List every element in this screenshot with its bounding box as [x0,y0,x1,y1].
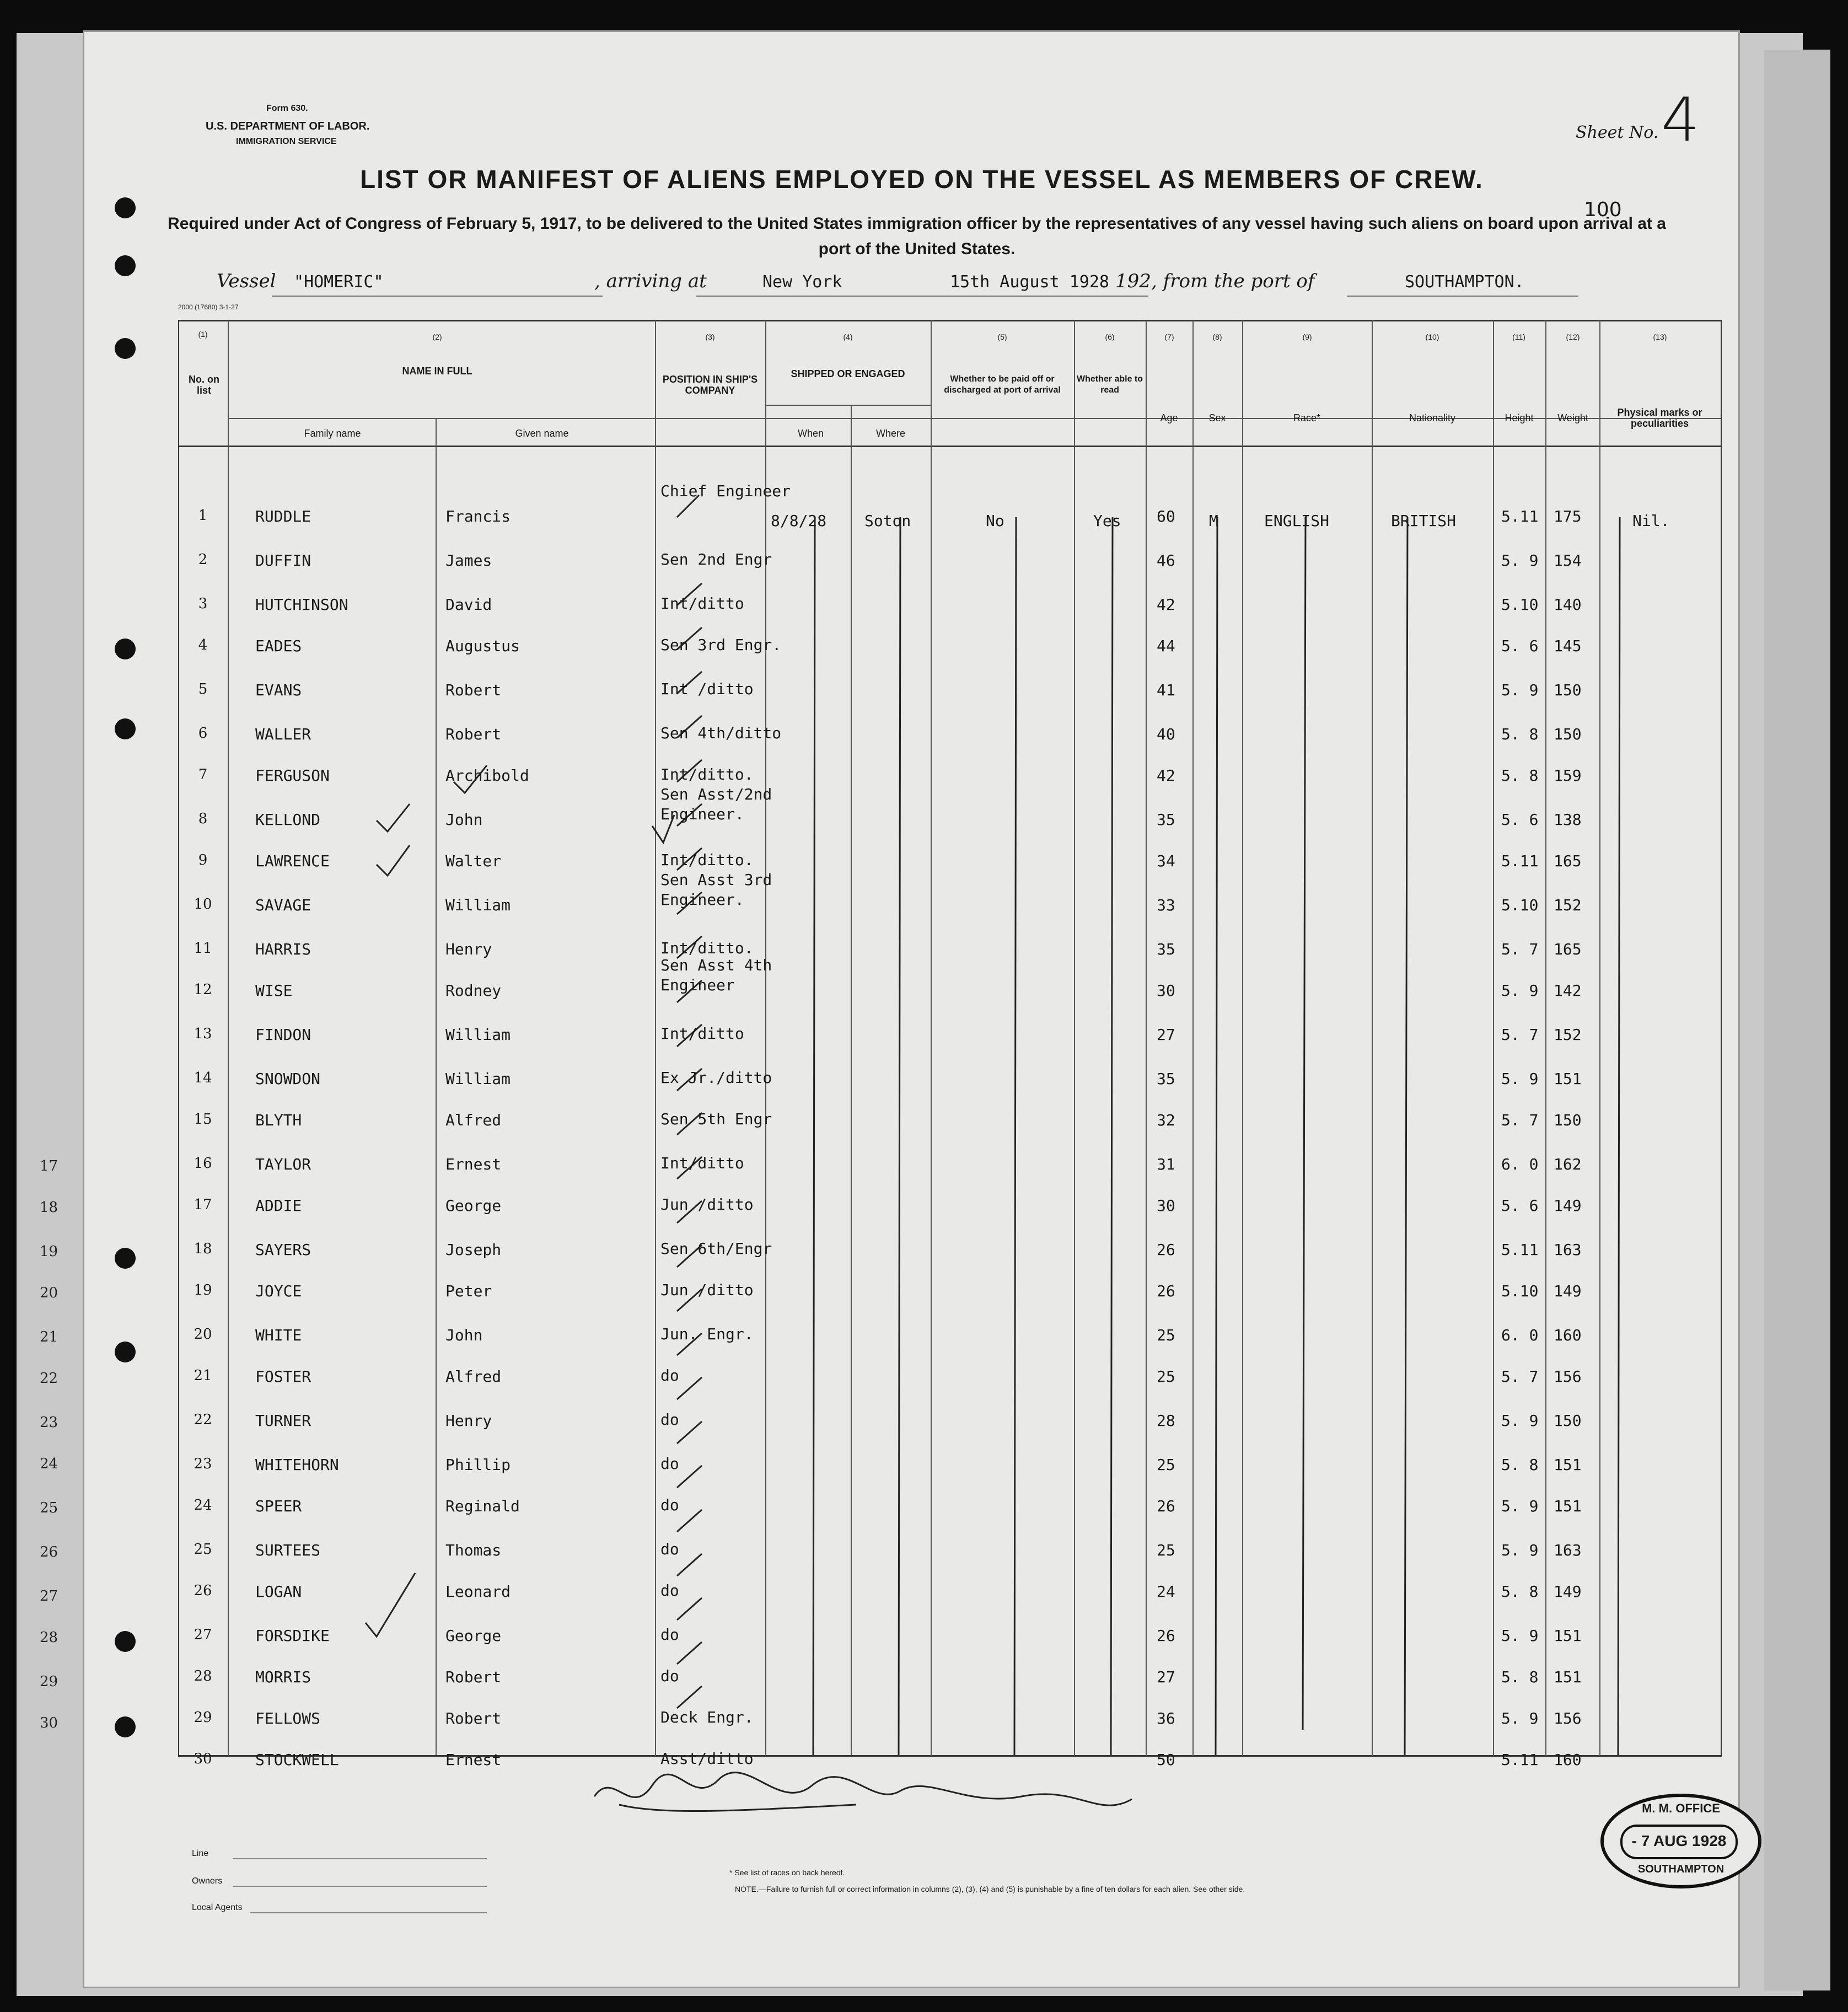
age: 46 [1157,551,1175,570]
weight: 160 [1554,1751,1582,1769]
family-name: SAYERS [255,1241,311,1259]
family-name: BLYTH [255,1111,302,1129]
family-name: WHITE [255,1326,302,1344]
given-name: Robert [445,725,502,743]
department: U.S. DEPARTMENT OF LABOR. [206,120,370,132]
age: 41 [1157,681,1175,699]
height: 5. 8 [1501,1456,1539,1474]
row-number: 8 [198,811,208,827]
sheet-label: Sheet No. [1576,123,1659,142]
age: 36 [1157,1709,1175,1727]
header-sex: Sex [1208,412,1226,423]
weight: 142 [1554,981,1582,1000]
row-number: 2 [198,551,208,568]
header-given-name: Given name [515,428,569,439]
col-num-9: (9) [1302,332,1312,341]
height: 5. 9 [1501,1070,1539,1088]
given-name: Peter [445,1282,492,1300]
height: 5. 8 [1501,1668,1539,1686]
weight: 165 [1554,852,1582,870]
position: Sen 4th/ditto [660,724,782,742]
departure-port: SOUTHAMPTON. [1405,272,1524,292]
page-subtitle: Required under Act of Congress of February 5, 1917, to be delivered to the United States immigration officer by the representatives of any vessel having such aliens on board upon arrival at a port of the United States. [168,214,1666,258]
position: Sen 6th/Engr [660,1240,772,1258]
position: Sen 3rd Engr. [660,636,782,654]
age: 33 [1157,896,1175,914]
given-name: Henry [445,1412,492,1430]
age: 32 [1157,1111,1175,1129]
position: do [660,1581,679,1600]
col-num-5: (5) [997,332,1007,341]
row-number: 24 [194,1497,212,1514]
weight: 140 [1554,595,1582,614]
height: 5.11 [1501,1241,1539,1259]
given-name: Phillip [445,1456,511,1474]
position: Jun /ditto [660,1281,754,1299]
family-name: MORRIS [255,1668,311,1686]
age: 26 [1157,1497,1175,1515]
weight: 150 [1554,681,1582,699]
age: 35 [1157,811,1175,829]
given-name: Ernest [445,1751,502,1769]
header-shipped: SHIPPED OR ENGAGED [791,368,905,379]
height: 5. 9 [1501,551,1539,570]
margin-number: 26 [40,1544,58,1560]
row-number: 3 [198,595,208,612]
age: 26 [1157,1282,1175,1300]
weight: 149 [1554,1582,1582,1601]
height: 5. 9 [1501,1709,1539,1727]
col-num-2: (2) [432,332,442,341]
position: Sen 5th Engr [660,1110,772,1128]
margin-number: 19 [40,1243,58,1260]
family-name: TAYLOR [255,1155,311,1173]
given-name: Francis [445,507,511,525]
year-label: 192 [1115,270,1151,292]
penalty-note: NOTE.—Failure to furnish full or correct information in columns (2), (3), (4) and (5) is punishable by a fine of ten dollars for each alien. See other side. [735,1885,1245,1893]
margin-number: 23 [40,1414,58,1431]
col-num-10: (10) [1425,332,1439,341]
given-name: Rodney [445,981,502,1000]
given-name: William [445,896,511,914]
family-name: SNOWDON [255,1070,321,1088]
service: IMMIGRATION SERVICE [236,137,337,146]
form-number: Form 630. [266,104,308,113]
col-num-4: (4) [843,332,853,341]
family-name: SAVAGE [255,896,311,914]
vessel-name: "HOMERIC" [294,272,384,292]
height: 5. 6 [1501,637,1539,655]
height: 5. 7 [1501,1026,1539,1044]
age: 35 [1157,940,1175,958]
weight: 151 [1554,1627,1582,1645]
given-name: Alfred [445,1367,502,1386]
given-name: Thomas [445,1541,502,1559]
position: Deck Engr. [660,1708,754,1726]
age: 42 [1157,766,1175,785]
position: Jun. Engr. [660,1325,754,1343]
given-name: Robert [445,1668,502,1686]
age: 30 [1157,981,1175,1000]
header-able-read: Whether able to read [1077,374,1143,395]
margin-number: 27 [40,1588,58,1605]
age: 27 [1157,1026,1175,1044]
header-when: When [797,428,824,439]
age: 60 [1157,507,1175,525]
given-name: George [445,1197,502,1215]
family-name: FELLOWS [255,1709,321,1727]
given-name: James [445,551,492,570]
position: do [660,1496,679,1514]
age: 35 [1157,1070,1175,1088]
position: do [660,1540,679,1558]
given-name: John [445,1326,483,1344]
family-name: FORSDIKE [255,1627,330,1645]
header-weight: Weight [1557,412,1588,423]
header-marks: Physical marks or peculiarities [1617,407,1702,429]
age: 26 [1157,1627,1175,1645]
height: 5. 9 [1501,1497,1539,1515]
row-number: 1 [198,507,208,524]
family-name: SPEER [255,1497,302,1515]
header-where: Where [875,428,905,439]
row-number: 14 [194,1070,212,1086]
header-no-on-list: No. on list [189,374,219,396]
family-name: EADES [255,637,302,655]
line-label: Line [192,1849,209,1858]
age: 25 [1157,1456,1175,1474]
margin-number: 30 [40,1715,58,1731]
weight: 151 [1554,1668,1582,1686]
vessel-label: Vessel [217,270,276,292]
header-family-name: Family name [304,428,361,439]
row-number: 7 [198,766,208,783]
family-name: HARRIS [255,940,311,958]
height: 5. 7 [1501,1111,1539,1129]
header-name-in-full: NAME IN FULL [402,366,472,377]
margin-number: 21 [40,1329,58,1345]
age: 25 [1157,1326,1175,1344]
family-name: KELLOND [255,811,321,829]
arriving-label: , arriving at [594,270,707,292]
weight: 149 [1554,1197,1582,1215]
row1-when: 8/8/28 [771,512,827,530]
age: 28 [1157,1412,1175,1430]
header-age: Age [1160,412,1178,423]
row-number: 28 [194,1668,212,1684]
height: 6. 0 [1501,1155,1539,1173]
row-number: 18 [194,1241,212,1257]
age: 34 [1157,852,1175,870]
col-num-13: (13) [1653,332,1667,341]
height: 5. 9 [1501,981,1539,1000]
row-number: 22 [194,1412,212,1428]
weight: 150 [1554,1412,1582,1430]
stamp-office: M. M. OFFICE [1642,1801,1720,1815]
position: do [660,1366,679,1385]
row-number: 21 [194,1367,212,1384]
height: 5.10 [1501,1282,1539,1300]
stamp-location: SOUTHAMPTON [1637,1863,1725,1875]
weight: 138 [1554,811,1582,829]
row1-paid-off: No [986,512,1004,530]
given-name: Joseph [445,1241,502,1259]
family-name: EVANS [255,681,302,699]
family-name: WHITEHORN [255,1456,339,1474]
family-name: HUTCHINSON [255,595,348,614]
position: Int/ditto [660,1154,744,1172]
position: Sen Asst 4th Engineer [660,956,772,994]
weight: 150 [1554,1111,1582,1129]
given-name: William [445,1026,511,1044]
given-name: Archibold [445,766,529,785]
row1-where: Soton [864,512,911,530]
height: 5. 7 [1501,940,1539,958]
height: 5. 9 [1501,1412,1539,1430]
row1-race: ENGLISH [1264,512,1330,530]
weight: 160 [1554,1326,1582,1344]
age: 44 [1157,637,1175,655]
height: 5.10 [1501,896,1539,914]
height: 5.11 [1501,1751,1539,1769]
ditto-marks [84,32,1738,1987]
arrival-date: 15th August 1928 [950,272,1109,292]
family-name: RUDDLE [255,507,311,525]
given-name: Robert [445,681,502,699]
age: 42 [1157,595,1175,614]
family-name: TURNER [255,1412,311,1430]
age: 40 [1157,725,1175,743]
weight: 149 [1554,1282,1582,1300]
family-name: FINDON [255,1026,311,1044]
given-name: Alfred [445,1111,502,1129]
header-height: Height [1505,412,1534,423]
position: Sen Asst/2nd Engineer. [660,785,772,823]
row-number: 26 [194,1582,212,1599]
position: Jun /ditto [660,1195,754,1214]
row1-marks: Nil. [1632,512,1670,530]
col-num-1: (1) [198,330,208,339]
family-name: SURTEES [255,1541,321,1559]
given-name: George [445,1627,502,1645]
weight: 151 [1554,1497,1582,1515]
col-num-7: (7) [1164,332,1174,341]
height: 5. 7 [1501,1367,1539,1386]
age: 50 [1157,1751,1175,1769]
family-name: WISE [255,981,293,1000]
age: 25 [1157,1367,1175,1386]
header-race: Race* [1293,412,1321,423]
col-num-8: (8) [1212,332,1222,341]
row-number: 17 [194,1197,212,1213]
row-number: 5 [198,681,208,698]
row1-able-read: Yes [1093,512,1121,530]
height: 5. 8 [1501,766,1539,785]
position: Int /ditto [660,680,754,698]
position: do [660,1625,679,1644]
from-port-label: , from the port of [1151,270,1315,292]
margin-number: 22 [40,1370,58,1387]
owners-label: Owners [192,1876,223,1886]
position: Int/ditto. [660,765,754,784]
margin-number: 28 [40,1629,58,1646]
row-number: 25 [194,1541,212,1558]
page-count: 100 [1584,198,1622,221]
row-number: 29 [194,1709,212,1726]
position: do [660,1667,679,1685]
weight: 162 [1554,1155,1582,1173]
weight: 156 [1554,1367,1582,1386]
height: 6. 0 [1501,1326,1539,1344]
underlying-page-edge [1764,50,1830,1990]
print-code: 2000 (17680) 3-1-27 [178,303,239,311]
row-number: 6 [198,725,208,742]
weight: 152 [1554,896,1582,914]
row-number: 10 [194,896,212,913]
col-num-6: (6) [1105,332,1115,341]
position: Int/ditto. [660,939,754,957]
margin-number: 20 [40,1285,58,1301]
age: 25 [1157,1541,1175,1559]
races-note: * See list of races on back hereof. [729,1868,845,1877]
header-position: POSITION IN SHIP'S COMPANY [662,374,758,396]
row-number: 15 [194,1111,212,1128]
family-name: DUFFIN [255,551,311,570]
row1-sex: M [1209,512,1218,530]
family-name: LOGAN [255,1582,302,1601]
position: Chief Engineer [660,482,791,500]
age: 31 [1157,1155,1175,1173]
family-name: JOYCE [255,1282,302,1300]
header-nationality: Nationality [1409,412,1456,423]
margin-number: 29 [40,1673,58,1690]
header-paid-off: Whether to be paid off or discharged at port of arrival [944,374,1061,395]
family-name: FERGUSON [255,766,330,785]
given-name: Walter [445,852,502,870]
stamp-date: - 7 AUG 1928 [1620,1825,1738,1859]
position: Int/ditto [660,1024,744,1043]
given-name: Ernest [445,1155,502,1173]
manifest-sheet [83,30,1740,1988]
position: do [660,1410,679,1429]
given-name: William [445,1070,511,1088]
age: 24 [1157,1582,1175,1601]
weight: 154 [1554,551,1582,570]
position: Asst/ditto [660,1750,754,1768]
given-name: John [445,811,483,829]
position: Int/ditto [660,594,744,613]
col-num-12: (12) [1566,332,1580,341]
weight: 175 [1554,507,1582,525]
position: Sen Asst 3rd Engineer. [660,871,772,909]
row-number: 12 [194,981,212,998]
sheet-number: 4 [1661,84,1700,155]
office-stamp [1600,1794,1761,1888]
position: do [660,1455,679,1473]
col-num-11: (11) [1512,332,1525,341]
row1-nationality: BRITISH [1391,512,1457,530]
weight: 163 [1554,1541,1582,1559]
row-number: 27 [194,1627,212,1643]
given-name: Augustus [445,637,520,655]
row-number: 4 [198,637,208,653]
age: 27 [1157,1668,1175,1686]
given-name: Henry [445,940,492,958]
given-name: Leonard [445,1582,511,1601]
row-number: 23 [194,1456,212,1472]
height: 5. 9 [1501,1627,1539,1645]
row-number: 11 [194,940,212,957]
height: 5. 9 [1501,1541,1539,1559]
row-number: 20 [194,1326,212,1343]
position: Ex Jr./ditto [660,1069,772,1087]
local-agents-label: Local Agents [192,1903,243,1912]
arrival-port: New York [762,272,842,292]
age: 26 [1157,1241,1175,1259]
weight: 151 [1554,1070,1582,1088]
height: 5. 9 [1501,681,1539,699]
family-name: ADDIE [255,1197,302,1215]
family-name: WALLER [255,725,311,743]
weight: 151 [1554,1456,1582,1474]
weight: 150 [1554,725,1582,743]
col-num-3: (3) [705,332,715,341]
family-name: FOSTER [255,1367,311,1386]
weight: 159 [1554,766,1582,785]
row-number: 19 [194,1282,212,1299]
row-number: 16 [194,1155,212,1172]
position: Int/ditto. [660,851,754,869]
given-name: Robert [445,1709,502,1727]
height: 5.11 [1501,852,1539,870]
margin-number: 24 [40,1456,58,1472]
row-number: 9 [198,852,208,868]
height: 5.11 [1501,507,1539,525]
weight: 152 [1554,1026,1582,1044]
margin-number: 18 [40,1199,58,1216]
weight: 156 [1554,1709,1582,1727]
given-name: David [445,595,492,614]
row-number: 13 [194,1026,212,1042]
weight: 145 [1554,637,1582,655]
page-title: LIST OR MANIFEST OF ALIENS EMPLOYED ON THE VESSEL AS MEMBERS OF CREW. [360,165,1484,194]
family-name: STOCKWELL [255,1751,339,1769]
height: 5. 8 [1501,1582,1539,1601]
row-number: 30 [194,1751,212,1767]
age: 30 [1157,1197,1175,1215]
height: 5. 6 [1501,811,1539,829]
height: 5.10 [1501,595,1539,614]
height: 5. 6 [1501,1197,1539,1215]
position: Sen 2nd Engr [660,550,772,568]
given-name: Reginald [445,1497,520,1515]
family-name: LAWRENCE [255,852,330,870]
weight: 165 [1554,940,1582,958]
margin-number: 25 [40,1500,58,1516]
height: 5. 8 [1501,725,1539,743]
weight: 163 [1554,1241,1582,1259]
margin-number: 17 [40,1158,58,1174]
